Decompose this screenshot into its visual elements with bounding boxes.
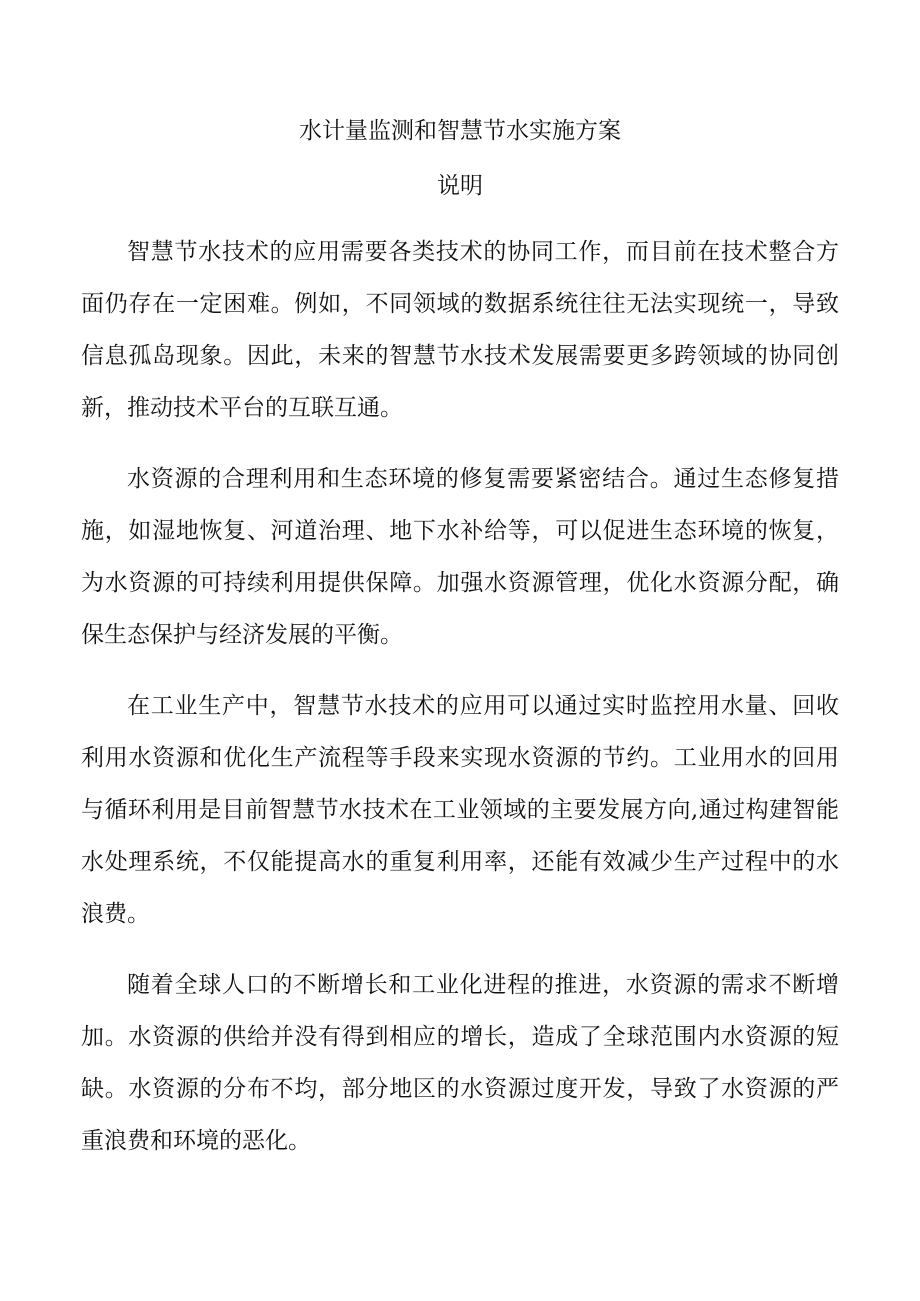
paragraph-2: 水资源的合理利用和生态环境的修复需要紧密结合。通过生态修复措施，如湿地恢复、河道治理、地下水补给等，可以促进生态环境的恢复，为水资源的可持续利用提供保障。加强水资源管理，优化水资源分配，确保生态保护与经济发展的平衡。 <box>81 466 839 648</box>
document-title: 水计量监测和智慧节水实施方案 <box>299 118 621 144</box>
document-body <box>81 226 839 1186</box>
paragraph-1: 智慧节水技术的应用需要各类技术的协同工作，而目前在技术整合方面仍存在一定困难。例如，不同领域的数据系统往往无法实现统一，导致信息孤岛现象。因此，未来的智慧节水技术发展需要更多跨领域的协同创新，推动技术平台的互联互通。 <box>81 239 839 421</box>
paragraph-3: 在工业生产中，智慧节水技术的应用可以通过实时监控用水量、回收利用水资源和优化生产流程等手段来实现水资源的节约。工业用水的回用与循环利用是目前智慧节水技术在工业领域的主要发展方向,通过构建智能水处理系统，不仅能提高水的重复利用率，还能有效减少生产过程中的水浪费。 <box>81 693 839 927</box>
document-subtitle: 说明 <box>437 173 483 199</box>
paragraph-4: 随着全球人口的不断增长和工业化进程的推进，水资源的需求不断增加。水资源的供给并没有得到相应的增长，造成了全球范围内水资源的短缺。水资源的分布不均，部分地区的水资源过度开发，导致了水资源的严重浪费和环境的恶化。 <box>81 972 839 1154</box>
